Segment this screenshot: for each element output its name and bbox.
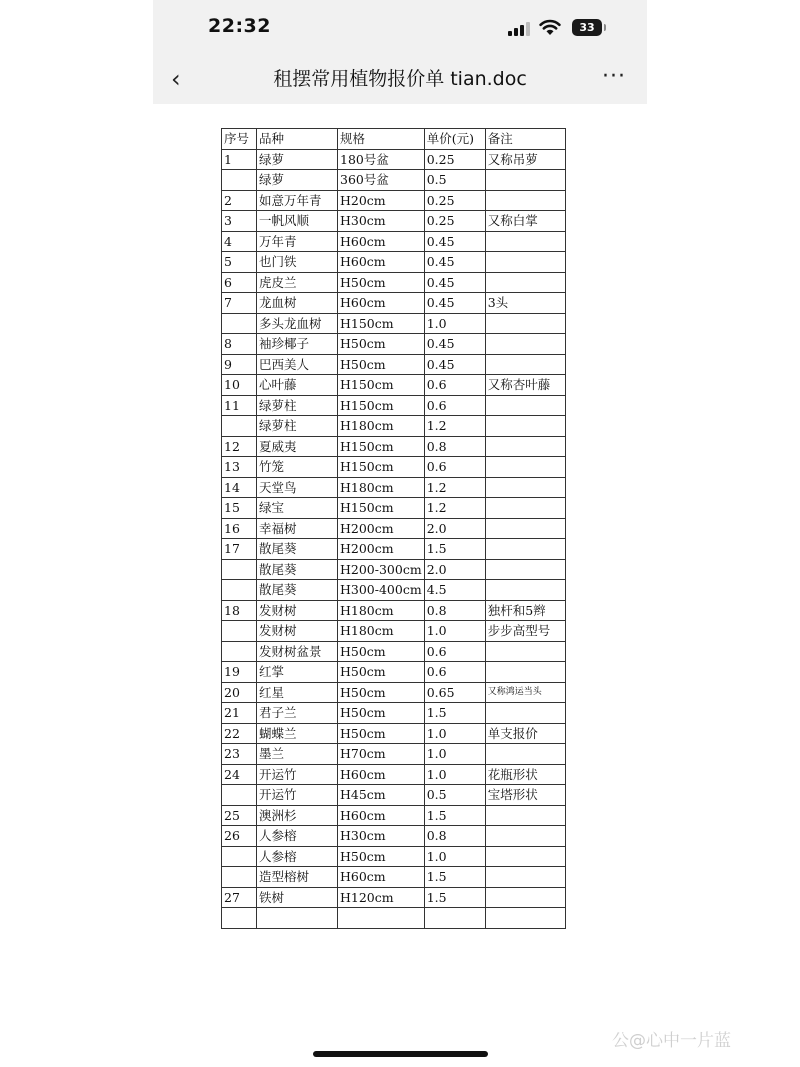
table-cell: 单支报价 xyxy=(485,723,565,744)
table-cell: 0.6 xyxy=(424,457,485,478)
table-cell: 13 xyxy=(222,457,257,478)
table-cell xyxy=(222,908,257,929)
table-cell: 绿萝柱 xyxy=(257,416,338,437)
table-cell: 幸福树 xyxy=(257,518,338,539)
table-cell: 11 xyxy=(222,395,257,416)
table-cell: 0.25 xyxy=(424,190,485,211)
table-cell: 又称白掌 xyxy=(485,211,565,232)
table-cell: 散尾葵 xyxy=(257,539,338,560)
table-cell: 24 xyxy=(222,764,257,785)
table-cell: 1.0 xyxy=(424,846,485,867)
table-header-row xyxy=(222,129,566,150)
table-cell xyxy=(485,457,565,478)
table-cell: 0.25 xyxy=(424,149,485,170)
table-cell: 0.45 xyxy=(424,272,485,293)
table-cell: 竹笼 xyxy=(257,457,338,478)
table-cell xyxy=(222,559,257,580)
table-row xyxy=(222,252,566,273)
table-cell: 1.2 xyxy=(424,416,485,437)
table-cell xyxy=(222,867,257,888)
table-cell: 1.5 xyxy=(424,703,485,724)
table-cell xyxy=(485,395,565,416)
table-cell: 15 xyxy=(222,498,257,519)
table-row xyxy=(222,354,566,375)
table-cell xyxy=(222,846,257,867)
table-cell: 0.25 xyxy=(424,211,485,232)
table-cell: 铁树 xyxy=(257,887,338,908)
table-cell: H60cm xyxy=(338,293,425,314)
table-cell: H50cm xyxy=(338,846,425,867)
phone-screen xyxy=(153,0,647,1067)
table-cell: 人参榕 xyxy=(257,846,338,867)
table-row xyxy=(222,334,566,355)
table-cell xyxy=(485,887,565,908)
status-time: 22:32 xyxy=(208,15,271,37)
table-cell: 0.6 xyxy=(424,641,485,662)
table-cell: 发财树 xyxy=(257,600,338,621)
table-cell: H50cm xyxy=(338,354,425,375)
table-cell: 君子兰 xyxy=(257,703,338,724)
table-row xyxy=(222,805,566,826)
table-row xyxy=(222,580,566,601)
table-cell xyxy=(222,641,257,662)
table-cell: H200-300cm xyxy=(338,559,425,580)
table-cell: 2.0 xyxy=(424,559,485,580)
table-cell: H180cm xyxy=(338,621,425,642)
table-row xyxy=(222,457,566,478)
table-cell: H60cm xyxy=(338,805,425,826)
table-cell xyxy=(485,908,565,929)
table-cell: 0.8 xyxy=(424,600,485,621)
table-cell xyxy=(222,580,257,601)
table-cell: H70cm xyxy=(338,744,425,765)
table-cell: 16 xyxy=(222,518,257,539)
table-cell: 红掌 xyxy=(257,662,338,683)
table-cell: 17 xyxy=(222,539,257,560)
table-row xyxy=(222,436,566,457)
table-header-cell: 规格 xyxy=(338,129,425,150)
table-cell xyxy=(485,272,565,293)
table-cell: 3 xyxy=(222,211,257,232)
table-row xyxy=(222,908,566,929)
table-cell: 10 xyxy=(222,375,257,396)
table-cell: H50cm xyxy=(338,662,425,683)
table-cell xyxy=(485,846,565,867)
table-cell: 26 xyxy=(222,826,257,847)
table-cell xyxy=(222,785,257,806)
table-row xyxy=(222,211,566,232)
table-row xyxy=(222,539,566,560)
table-cell: H150cm xyxy=(338,436,425,457)
table-cell xyxy=(485,170,565,191)
table-cell: 巴西美人 xyxy=(257,354,338,375)
table-cell: 23 xyxy=(222,744,257,765)
table-row xyxy=(222,600,566,621)
table-cell xyxy=(485,744,565,765)
table-cell: 0.6 xyxy=(424,662,485,683)
table-cell: 袖珍椰子 xyxy=(257,334,338,355)
table-cell: H60cm xyxy=(338,252,425,273)
table-cell: 22 xyxy=(222,723,257,744)
table-cell: 独杆和5辫 xyxy=(485,600,565,621)
table-cell: 3头 xyxy=(485,293,565,314)
table-cell: 1.0 xyxy=(424,723,485,744)
table-cell: 1.5 xyxy=(424,887,485,908)
table-cell: H50cm xyxy=(338,641,425,662)
table-cell: 0.6 xyxy=(424,375,485,396)
price-table xyxy=(221,128,566,929)
table-cell: 步步高型号 xyxy=(485,621,565,642)
table-cell: 一帆风顺 xyxy=(257,211,338,232)
table-cell: 19 xyxy=(222,662,257,683)
table-row xyxy=(222,744,566,765)
table-cell: 1.5 xyxy=(424,539,485,560)
table-cell: 27 xyxy=(222,887,257,908)
table-cell: 5 xyxy=(222,252,257,273)
table-header-cell: 品种 xyxy=(257,129,338,150)
table-cell: H150cm xyxy=(338,498,425,519)
table-cell xyxy=(485,436,565,457)
table-cell: 0.8 xyxy=(424,436,485,457)
table-cell: 1.0 xyxy=(424,744,485,765)
table-row xyxy=(222,785,566,806)
table-cell: H50cm xyxy=(338,682,425,703)
table-cell: 发财树盆景 xyxy=(257,641,338,662)
table-cell xyxy=(485,867,565,888)
table-row xyxy=(222,703,566,724)
table-cell: 开运竹 xyxy=(257,785,338,806)
table-cell xyxy=(485,354,565,375)
table-cell: 开运竹 xyxy=(257,764,338,785)
table-cell: 多头龙血树 xyxy=(257,313,338,334)
table-row xyxy=(222,477,566,498)
table-cell xyxy=(257,908,338,929)
table-header-cell: 序号 xyxy=(222,129,257,150)
home-indicator[interactable] xyxy=(313,1051,488,1057)
table-cell: 1 xyxy=(222,149,257,170)
table-cell: 夏威夷 xyxy=(257,436,338,457)
table-cell: H30cm xyxy=(338,211,425,232)
table-cell: 0.45 xyxy=(424,252,485,273)
table-cell: 又称杏叶藤 xyxy=(485,375,565,396)
table-cell: 21 xyxy=(222,703,257,724)
top-bar xyxy=(153,0,647,104)
table-cell xyxy=(485,231,565,252)
table-cell: 心叶藤 xyxy=(257,375,338,396)
table-cell: 如意万年青 xyxy=(257,190,338,211)
table-cell xyxy=(485,498,565,519)
table-cell: H30cm xyxy=(338,826,425,847)
table-cell: H180cm xyxy=(338,477,425,498)
table-cell: 墨兰 xyxy=(257,744,338,765)
table-cell: H60cm xyxy=(338,231,425,252)
table-row xyxy=(222,621,566,642)
table-cell: H150cm xyxy=(338,457,425,478)
table-cell: 360号盆 xyxy=(338,170,425,191)
table-cell: 18 xyxy=(222,600,257,621)
table-cell: 0.6 xyxy=(424,395,485,416)
table-cell: 绿萝 xyxy=(257,149,338,170)
table-cell: 宝塔形状 xyxy=(485,785,565,806)
table-cell: 发财树 xyxy=(257,621,338,642)
table-cell: 绿萝 xyxy=(257,170,338,191)
table-cell xyxy=(485,477,565,498)
table-cell xyxy=(222,313,257,334)
table-cell: H180cm xyxy=(338,416,425,437)
table-cell: H120cm xyxy=(338,887,425,908)
table-cell: 澳洲杉 xyxy=(257,805,338,826)
table-cell: 蝴蝶兰 xyxy=(257,723,338,744)
table-cell: H50cm xyxy=(338,723,425,744)
table-cell xyxy=(424,908,485,929)
table-cell: 1.0 xyxy=(424,764,485,785)
table-cell: 0.45 xyxy=(424,334,485,355)
table-cell xyxy=(485,662,565,683)
table-cell xyxy=(485,805,565,826)
table-row xyxy=(222,867,566,888)
table-cell: 1.2 xyxy=(424,477,485,498)
table-cell: H200cm xyxy=(338,518,425,539)
table-cell: 4.5 xyxy=(424,580,485,601)
table-cell xyxy=(485,703,565,724)
table-row xyxy=(222,826,566,847)
table-cell: 也门铁 xyxy=(257,252,338,273)
table-row xyxy=(222,416,566,437)
table-cell: H150cm xyxy=(338,375,425,396)
table-cell xyxy=(485,334,565,355)
document-title: 租摆常用植物报价单 tian.doc xyxy=(273,68,527,90)
table-cell: 0.5 xyxy=(424,785,485,806)
table-cell: 1.0 xyxy=(424,621,485,642)
table-cell: 1.5 xyxy=(424,867,485,888)
table-cell: 12 xyxy=(222,436,257,457)
table-cell: 7 xyxy=(222,293,257,314)
table-cell: 25 xyxy=(222,805,257,826)
table-cell: 绿宝 xyxy=(257,498,338,519)
table-cell: 2 xyxy=(222,190,257,211)
table-cell: H180cm xyxy=(338,600,425,621)
table-row xyxy=(222,887,566,908)
table-cell: 散尾葵 xyxy=(257,580,338,601)
table-cell: H50cm xyxy=(338,272,425,293)
table-cell: 龙血树 xyxy=(257,293,338,314)
table-cell: 0.8 xyxy=(424,826,485,847)
table-row xyxy=(222,395,566,416)
table-cell: H45cm xyxy=(338,785,425,806)
table-cell xyxy=(485,190,565,211)
table-cell: 180号盆 xyxy=(338,149,425,170)
table-row xyxy=(222,149,566,170)
table-cell: 造型榕树 xyxy=(257,867,338,888)
table-row xyxy=(222,641,566,662)
table-cell xyxy=(222,621,257,642)
table-cell xyxy=(222,170,257,191)
table-cell: 0.45 xyxy=(424,293,485,314)
table-cell: H150cm xyxy=(338,313,425,334)
table-cell xyxy=(485,518,565,539)
table-cell: 14 xyxy=(222,477,257,498)
table-cell: 0.45 xyxy=(424,354,485,375)
table-cell: 万年青 xyxy=(257,231,338,252)
table-cell: H60cm xyxy=(338,764,425,785)
table-row xyxy=(222,518,566,539)
table-row xyxy=(222,190,566,211)
table-cell xyxy=(485,416,565,437)
table-cell: H200cm xyxy=(338,539,425,560)
table-cell: 散尾葵 xyxy=(257,559,338,580)
table-cell: 天堂鸟 xyxy=(257,477,338,498)
table-header-cell: 单价(元) xyxy=(424,129,485,150)
table-cell: 1.5 xyxy=(424,805,485,826)
table-cell: 2.0 xyxy=(424,518,485,539)
watermark: 公@心中一片蓝 xyxy=(612,1031,731,1051)
table-cell: 6 xyxy=(222,272,257,293)
table-row xyxy=(222,231,566,252)
table-cell: H300-400cm xyxy=(338,580,425,601)
table-cell xyxy=(338,908,425,929)
more-options-button[interactable]: ··· xyxy=(602,64,626,89)
table-row xyxy=(222,272,566,293)
table-cell: H50cm xyxy=(338,334,425,355)
table-cell: 虎皮兰 xyxy=(257,272,338,293)
table-cell: 0.45 xyxy=(424,231,485,252)
table-cell: 0.65 xyxy=(424,682,485,703)
table-header-cell: 备注 xyxy=(485,129,565,150)
signal-icon xyxy=(508,22,532,36)
table-row xyxy=(222,313,566,334)
wifi-icon xyxy=(539,18,561,36)
table-cell: 绿萝柱 xyxy=(257,395,338,416)
table-cell: H20cm xyxy=(338,190,425,211)
table-cell: 红星 xyxy=(257,682,338,703)
table-row xyxy=(222,293,566,314)
table-cell xyxy=(485,252,565,273)
table-row xyxy=(222,682,566,703)
table-row xyxy=(222,498,566,519)
table-row xyxy=(222,559,566,580)
table-cell: 人参榕 xyxy=(257,826,338,847)
table-cell: H50cm xyxy=(338,703,425,724)
table-cell: 1.0 xyxy=(424,313,485,334)
table-cell xyxy=(485,826,565,847)
table-cell xyxy=(485,580,565,601)
table-row xyxy=(222,375,566,396)
table-row xyxy=(222,170,566,191)
table-cell: 又称鸿运当头 xyxy=(485,682,565,703)
table-row xyxy=(222,662,566,683)
table-cell: 9 xyxy=(222,354,257,375)
table-row xyxy=(222,723,566,744)
table-cell: 花瓶形状 xyxy=(485,764,565,785)
back-button[interactable]: ‹ xyxy=(171,65,181,93)
table-cell xyxy=(485,641,565,662)
table-cell: 20 xyxy=(222,682,257,703)
table-cell: 1.2 xyxy=(424,498,485,519)
table-cell: 0.5 xyxy=(424,170,485,191)
table-cell: H60cm xyxy=(338,867,425,888)
table-cell: 又称吊萝 xyxy=(485,149,565,170)
table-cell xyxy=(222,416,257,437)
table-cell xyxy=(485,313,565,334)
table-cell xyxy=(485,559,565,580)
battery-icon: 33 xyxy=(572,19,602,36)
table-row xyxy=(222,764,566,785)
table-cell: 8 xyxy=(222,334,257,355)
table-row xyxy=(222,846,566,867)
table-cell: 4 xyxy=(222,231,257,252)
table-cell xyxy=(485,539,565,560)
table-cell: H150cm xyxy=(338,395,425,416)
